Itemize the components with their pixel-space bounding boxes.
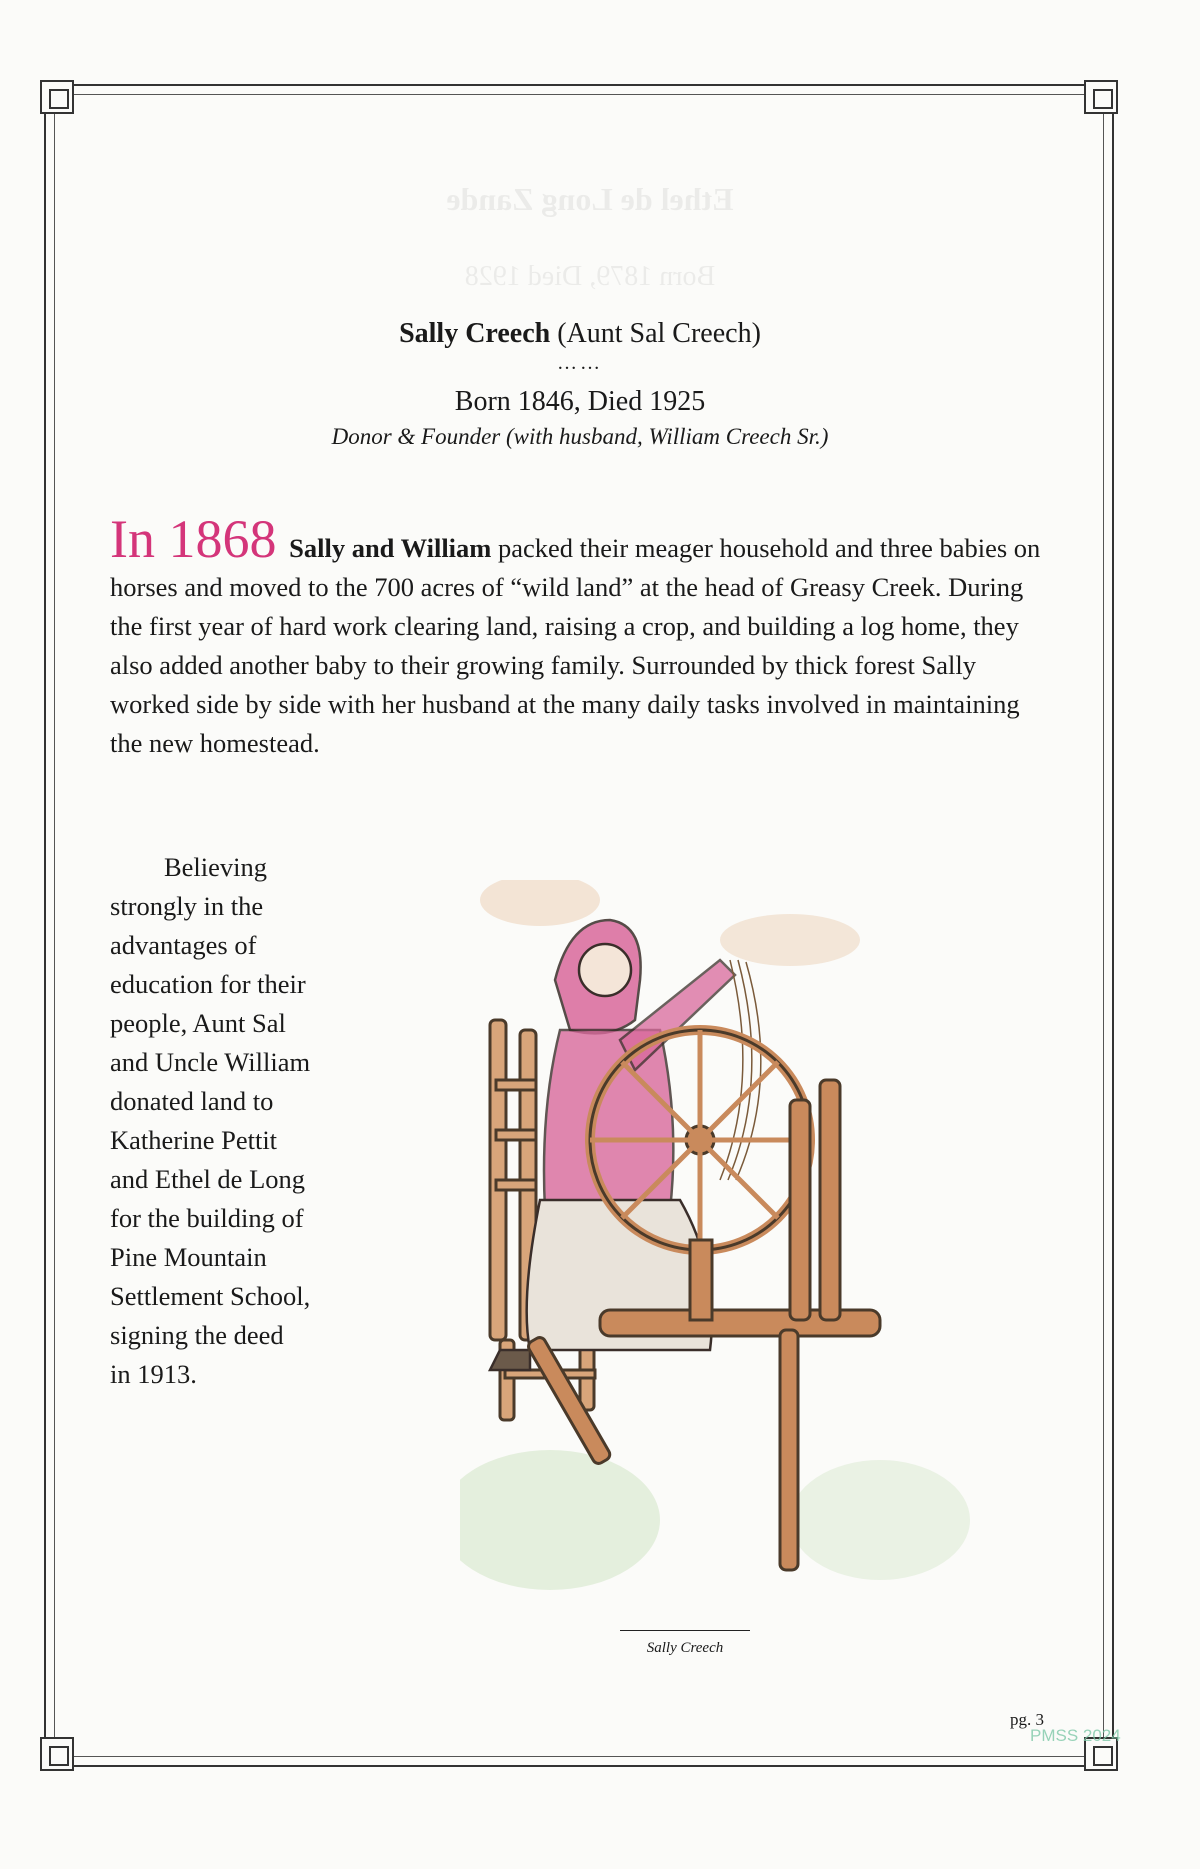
ghost-dates: Born 1879, Died 1928: [464, 261, 716, 292]
caption-rule: [620, 1630, 750, 1631]
side-line: Believing: [164, 852, 268, 882]
side-line: signing the deed: [110, 1320, 284, 1350]
side-line: people, Aunt Sal: [110, 1008, 286, 1038]
dropcap-year: In 1868: [110, 509, 277, 569]
side-line: Pine Mountain: [110, 1242, 267, 1272]
side-line: in 1913.: [110, 1359, 197, 1389]
spinning-wheel-illustration: [460, 880, 1000, 1620]
ghost-heading: Ethel de Long Zande: [446, 181, 734, 217]
separator-dots: ……: [557, 352, 603, 374]
illustration-caption: Sally Creech: [646, 1640, 724, 1656]
corner-ornament-top-right: [1084, 80, 1118, 114]
bleed-through-text: [120, 180, 1060, 296]
side-line: Katherine Pettit: [110, 1125, 278, 1155]
side-line: education for their: [110, 969, 306, 999]
page-number: pg. 3: [1010, 1710, 1044, 1729]
side-paragraph: [110, 848, 390, 1394]
side-line: Settlement School,: [110, 1281, 311, 1311]
intro-body: packed their meager household and three babies on horses and moved to the 700 acres of “wild land” at the head of Greasy Creek. During the first year of hard work clearing land, raising a crop, and building a log home, they also added another baby to their growing family. Surrounded by thick forest Sally worked side by side with her husband at the many daily tasks involved in maintaining the new homestead.: [110, 533, 1041, 758]
biography-header: [0, 318, 1160, 450]
life-dates: Born 1846, Died 1925: [454, 386, 706, 417]
role-subtitle: Donor & Founder (with husband, William Creech Sr.): [331, 424, 829, 449]
side-line: donated land to: [110, 1086, 274, 1116]
side-line: and Ethel de Long: [110, 1164, 306, 1194]
side-line: and Uncle William: [110, 1047, 311, 1077]
corner-ornament-top-left: [40, 80, 74, 114]
intro-bold-lead: Sally and William: [289, 533, 492, 563]
side-line: for the building of: [110, 1203, 304, 1233]
side-line: strongly in the: [110, 891, 264, 921]
archive-stamp: PMSS 2024: [1030, 1726, 1121, 1745]
name-line: [0, 318, 1160, 350]
person-alias: (Aunt Sal Creech): [557, 318, 761, 349]
corner-ornament-bottom-left: [40, 1737, 74, 1771]
person-name: Sally Creech: [399, 318, 551, 349]
intro-paragraph: [110, 509, 1050, 763]
side-line: advantages of: [110, 930, 257, 960]
